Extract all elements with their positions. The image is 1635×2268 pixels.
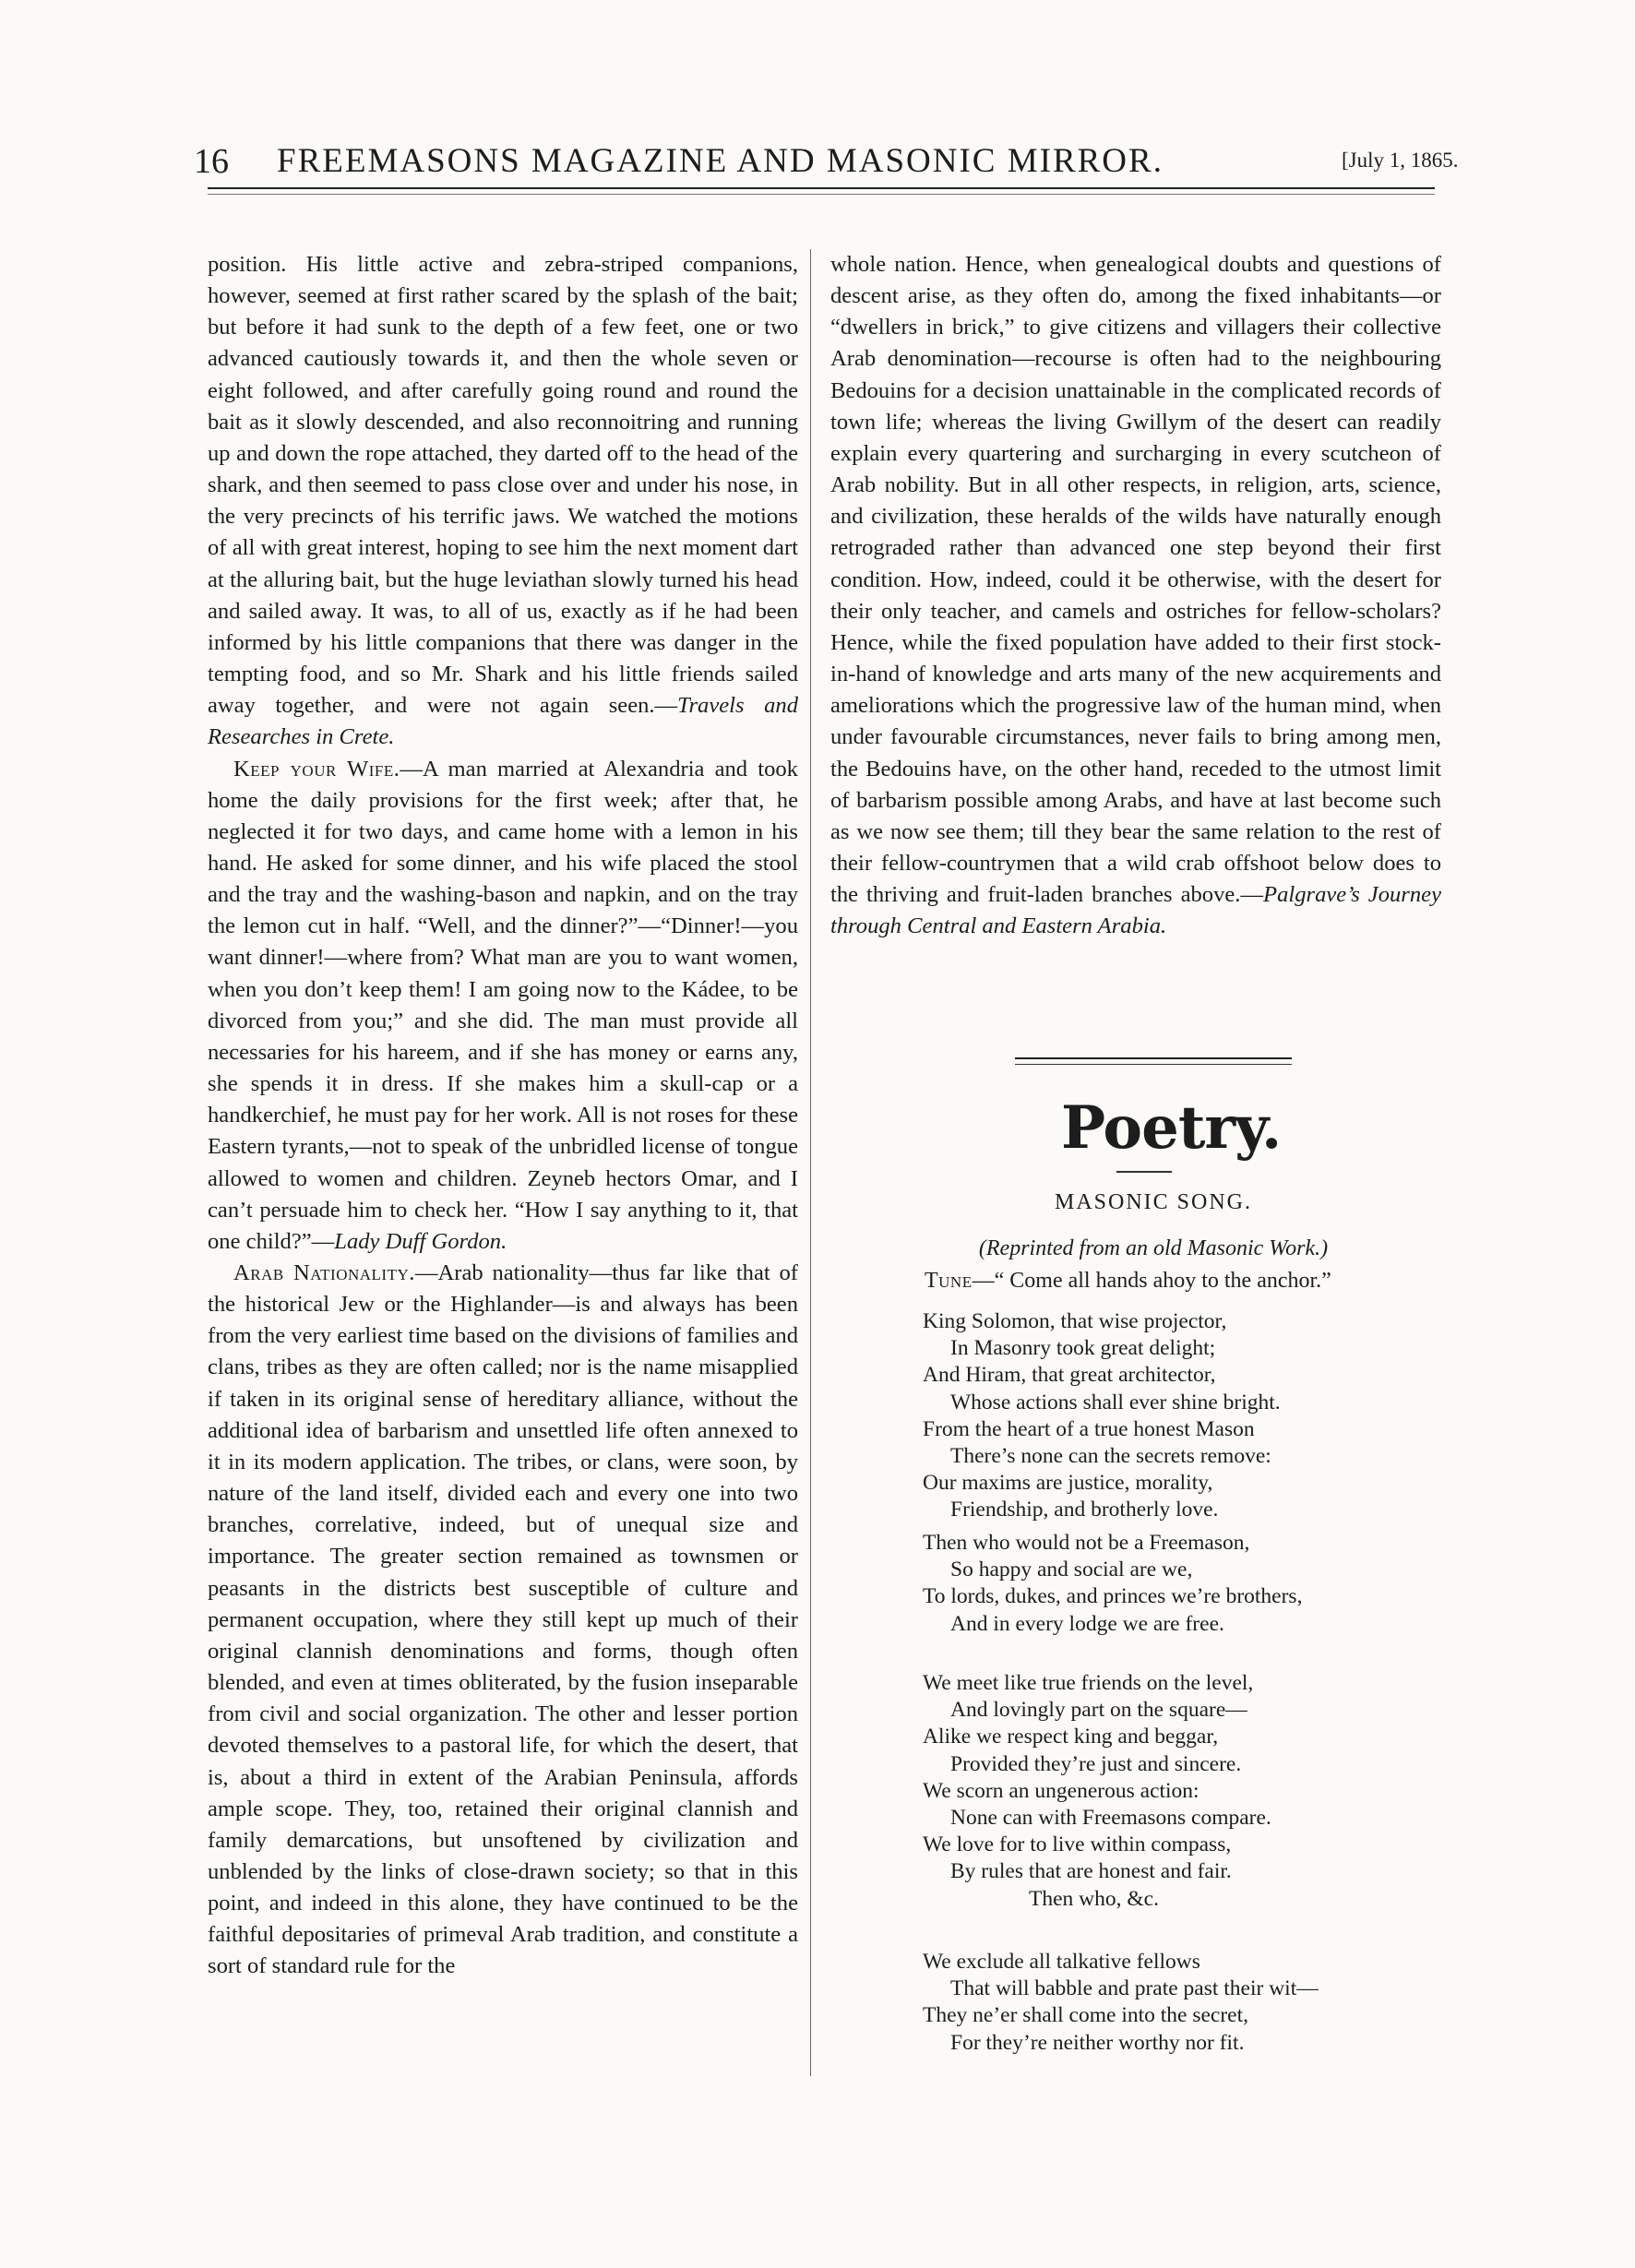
verse-line: In Masonry took great delight; bbox=[950, 1336, 1216, 1361]
verse-line: Then who would not be a Freemason, bbox=[923, 1531, 1250, 1555]
verse-line: Friendship, and brotherly love. bbox=[950, 1498, 1219, 1522]
verse-line: Alike we respect king and beggar, bbox=[923, 1725, 1219, 1749]
verse-line: And in every lodge we are free. bbox=[950, 1611, 1224, 1636]
verse-line: Whose actions shall ever shine bright. bbox=[950, 1390, 1281, 1415]
section-divider bbox=[1015, 1057, 1292, 1059]
verse-line: We meet like true friends on the level, bbox=[923, 1671, 1254, 1695]
stanza-2 bbox=[923, 1670, 1271, 1913]
tune-label: Tune bbox=[925, 1269, 973, 1293]
article-paragraph: whole nation. Hence, when genealogical doubts and questions of descent arise, as they often do, among the fixed inhabitants—or “dwellers in brick,” to give citizens and villagers their collective Arab denomination—recourse is often had to the neighbouring Bedouins for a decision unattainable in the complicated records of town life; whereas the living Gwillym of the desert can readily explain every quartering and surcharging in every scutcheon of Arab nobility. But in all other respects, in religion, arts, science, and civilization, these heralds of the wilds have naturally enough retrograded rather than advanced one step beyond their first condition. How, indeed, could it be otherwise, with the desert for their only teacher, and camels and ostriches for fellow-scholars? Hence, while the fixed population have added to their first stock-in-hand of knowledge and arts many of the new acquirements and ameliorations which the progressive law of the human mind, when under favourable circumstances, never fails to bring among men, the Bedouins have, on the other hand, receded to the utmost limit of barbarism possible among Arabs, and have at last become such as we now see them; till they bear the same relation to the rest of their fellow-countrymen that a wild crab offshoot below does to the thriving and fruit-laden branches above.—Palgrave’s Journey through Central and Eastern Arabia. bbox=[830, 252, 1441, 939]
article-paragraph: Arab Nationality.—Arab nationality—thus far like that of the historical Jew or the Highlander—is and always has been from the very earliest time based on the divisions of families and clans, tribes as they are often called; nor is the name misapplied if taken in its original sense of hereditary alliance, without the additional idea of barbarism and unsettled life often annexed to it in its modern application. The tribes, or clans, were soon, by nature of the land itself, divided each and every one into two branches, correlative, indeed, but of unequal size and importance. The greater section remained as townsmen or peasants in the districts best susceptible of culture and permanent occupation, where they still kept up much of their original clannish denominations and forms, though often blended, and even at times obliterated, by the fusion inseparable from civil and social organization. The other and lesser portion devoted themselves to a pastoral life, for which the desert, that is, about a third in extent of the Arabian Peninsula, affords ample scope. They, too, retained their original clannish and family demarcations, but unsoftened by civilization and unblended by the links of close-drawn society; so that in this point, and indeed in this alone, they have continued to be the faithful depositaries of primeval Arab tradition, and constitute a sort of standard rule for the bbox=[208, 1260, 798, 1979]
verse-line: To lords, dukes, and princes we’re brothers, bbox=[923, 1584, 1303, 1609]
header-rule-secondary bbox=[208, 194, 1435, 195]
verse-line: That will babble and prate past their wit— bbox=[950, 1976, 1319, 2001]
verse-line: We exclude all talkative fellows bbox=[923, 1950, 1200, 1974]
stanza-3 bbox=[923, 1949, 1319, 2057]
article-paragraph: position. His little active and zebra-striped companions, however, seemed at first rather scared by the splash of the bait; but before it had sunk to the depth of a few feet, one or two advanced cautiously towards it, and then the whole seven or eight followed, and after carefully going round and round the bait as it slowly descended, and also reconnoitring and running up and down the rope attached, they darted off to the head of the shark, and then seemed to pass close over and under his nose, in the very precincts of his terrific jaws. We watched the motions of all with great interest, hoping to see him the next moment dart at the alluring bait, but the huge leviathan slowly turned his head and sailed away. It was, to all of us, exactly as if he had been informed by his little companions that there was danger in the tempting food, and so Mr. Shark and his little friends sailed away together, and were not again seen.—Travels and Researches in Crete. bbox=[208, 252, 798, 750]
chorus bbox=[923, 1530, 1302, 1638]
verse-line: For they’re neither worthy nor fit. bbox=[950, 2030, 1245, 2055]
verse-line: From the heart of a true honest Mason bbox=[923, 1416, 1255, 1441]
verse-line: Then who, &c. bbox=[1029, 1886, 1159, 1911]
masthead-title: FREEMASONS MAGAZINE AND MASONIC MIRROR. bbox=[277, 142, 1164, 180]
verse-line: By rules that are honest and fair. bbox=[950, 1859, 1232, 1884]
verse-line: King Solomon, that wise projector, bbox=[923, 1309, 1227, 1333]
section-divider-thin bbox=[1015, 1064, 1292, 1065]
verse-line: None can with Freemasons compare. bbox=[950, 1806, 1271, 1831]
article-paragraph: Keep your Wife.—A man married at Alexandria and took home the daily provisions for the first week; after that, he neglected it for two days, and came home with a lemon in his hand. He asked for some dinner, and his wife placed the stool and the tray and the washing-bason and napkin, and on the tray the lemon cut in half. “Well, and the dinner?”—“Dinner!—you want dinner!—where from? What man are you to want women, when you don’t keep them! I am going now to the Kádee, to be divorced from you;” and she did. The man must provide all necessaries for his hareem, and if she has money or earns any, she spends it in dress. If she makes him a skull-cap or a handkerchief, he must pay for her work. All is not roses for these Eastern tyrants,—not to speak of the unbridled license of tongue allowed to women and children. Zeyneb hectors Omar, and I can’t persuade him to check her. “How I say anything to it, that one child?”—Lady Duff Gordon. bbox=[208, 756, 798, 1254]
citation: Travels and Researches in Crete. bbox=[208, 693, 798, 750]
page-number: 16 bbox=[194, 142, 229, 181]
song-source: (Reprinted from an old Masonic Work.) bbox=[978, 1236, 1329, 1260]
verse-line: And lovingly part on the square— bbox=[950, 1698, 1247, 1723]
poetry-heading: Poetry. bbox=[1061, 1093, 1282, 1163]
poetry-heading-rule bbox=[1116, 1171, 1172, 1173]
section-heading: Keep your Wife. bbox=[233, 756, 400, 782]
verse-line: We love for to live within compass, bbox=[923, 1832, 1232, 1857]
citation: Palgrave’s Journey through Central and Eastern Arabia. bbox=[830, 882, 1441, 939]
verse-line: We scorn an ungenerous action: bbox=[923, 1778, 1199, 1803]
verse-line: They ne’er shall come into the secret, bbox=[923, 2003, 1249, 2028]
tune-line bbox=[925, 1269, 1331, 1294]
stanza-1 bbox=[923, 1308, 1281, 1524]
verse-line: Our maxims are justice, morality, bbox=[923, 1471, 1213, 1496]
right-column bbox=[830, 249, 1441, 942]
song-title: MASONIC SONG. bbox=[1054, 1190, 1253, 1214]
verse-line: There’s none can the secrets remove: bbox=[950, 1444, 1271, 1469]
verse-line: Provided they’re just and sincere. bbox=[950, 1751, 1242, 1776]
tune-text: —“ Come all hands ahoy to the anchor.” bbox=[972, 1269, 1331, 1293]
left-column bbox=[208, 249, 798, 1983]
issue-date: [July 1, 1865. bbox=[1342, 149, 1459, 172]
verse-line: So happy and social are we, bbox=[950, 1558, 1193, 1582]
header-rule bbox=[208, 187, 1435, 189]
citation: Lady Duff Gordon. bbox=[334, 1228, 507, 1254]
verse-line: And Hiram, that great architector, bbox=[923, 1363, 1216, 1388]
section-heading: Arab Nationality. bbox=[233, 1260, 415, 1285]
column-divider bbox=[810, 249, 811, 2076]
